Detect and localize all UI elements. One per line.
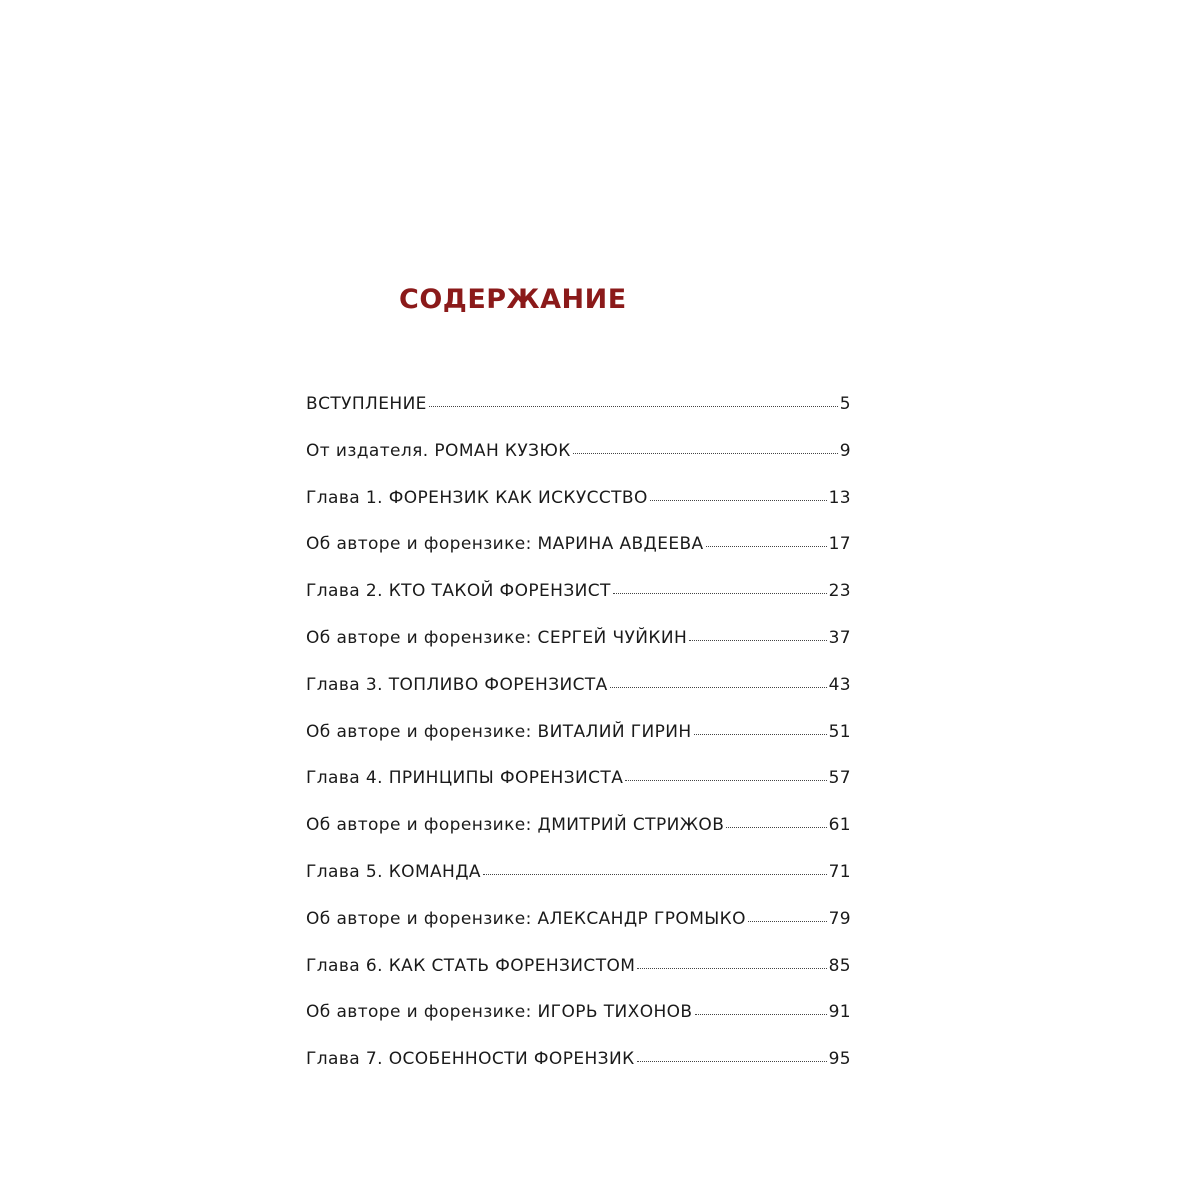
toc-entry-label: Об авторе и форензике: ИГОРЬ ТИХОНОВ [306,1002,693,1023]
toc-entry[interactable] [306,1036,851,1083]
toc-entry-label: Об авторе и форензике: АЛЕКСАНДР ГРОМЫКО [306,908,746,929]
toc-entry-page-number: 37 [828,627,851,648]
toc-entry-label: ВСТУПЛЕНИЕ [306,394,427,414]
toc-entry-label: Об авторе и форензике: СЕРГЕЙ ЧУЙКИН [306,627,688,648]
dot-leader [689,640,826,641]
toc-entry[interactable] [306,802,851,849]
toc-entry-label: Об авторе и форензике: ВИТАЛИЙ ГИРИН [306,721,692,742]
toc-entry-label: Глава 4. ПРИНЦИПЫ ФОРЕНЗИСТА [306,768,624,789]
toc-entry[interactable] [306,662,851,709]
dot-leader [748,921,827,922]
toc-entry[interactable] [306,709,851,756]
toc-entry[interactable] [306,615,851,662]
toc-entry[interactable] [306,943,851,990]
dot-leader [483,874,827,875]
dot-leader [613,593,827,594]
toc-entry-page-number: 13 [828,487,851,508]
toc-entry-label: Глава 3. ТОПЛИВО ФОРЕНЗИСТА [306,674,608,695]
dot-leader [694,734,827,735]
toc-entry-page-number: 51 [828,721,851,742]
toc-entry-page-number: 57 [828,768,851,789]
toc-entry[interactable] [306,521,851,568]
toc-entry[interactable] [306,989,851,1036]
dot-leader [573,453,838,454]
dot-leader [650,500,827,501]
toc-entry[interactable] [306,896,851,943]
toc-entry-page-number: 91 [828,1002,851,1023]
toc-entry-label: Глава 7. ОСОБЕННОСТИ ФОРЕНЗИК [306,1049,635,1070]
toc-entry-page-number: 85 [828,955,851,976]
toc-entry[interactable] [306,755,851,802]
dot-leader [637,1061,827,1062]
toc-entry-page-number: 5 [839,394,851,414]
toc-entry[interactable] [306,381,851,428]
dot-leader [695,1014,827,1015]
toc-entry-label: Глава 6. КАК СТАТЬ ФОРЕНЗИСТОМ [306,955,636,976]
dot-leader [610,687,827,688]
dot-leader [625,780,826,781]
toc-entry[interactable] [306,475,851,522]
toc-entry-page-number: 9 [839,440,851,461]
toc-entry-page-number: 23 [828,581,851,602]
toc-entry-page-number: 43 [828,674,851,695]
toc-entry-page-number: 95 [828,1049,851,1070]
toc-entry[interactable] [306,568,851,615]
toc-entry-label: Об авторе и форензике: ДМИТРИЙ СТРИЖОВ [306,815,725,836]
page-title: СОДЕРЖАНИЕ [399,284,627,315]
toc-entry-label: Глава 1. ФОРЕНЗИК КАК ИСКУССТВО [306,487,648,508]
toc-entry-page-number: 61 [828,815,851,836]
toc-entry-label: Глава 2. КТО ТАКОЙ ФОРЕНЗИСТ [306,581,611,602]
toc-entry[interactable] [306,849,851,896]
dot-leader [706,546,827,547]
toc-entry[interactable] [306,428,851,475]
dot-leader [429,406,838,407]
toc-entry-label: Об авторе и форензике: МАРИНА АВДЕЕВА [306,534,704,555]
dot-leader [726,827,826,828]
dot-leader [637,968,826,969]
toc-entry-label: От издателя. РОМАН КУЗЮК [306,440,571,461]
toc-entry-label: Глава 5. КОМАНДА [306,861,481,882]
toc-entry-page-number: 71 [828,861,851,882]
toc-entry-page-number: 79 [828,908,851,929]
toc-entry-page-number: 17 [828,534,851,555]
table-of-contents [306,381,851,1083]
